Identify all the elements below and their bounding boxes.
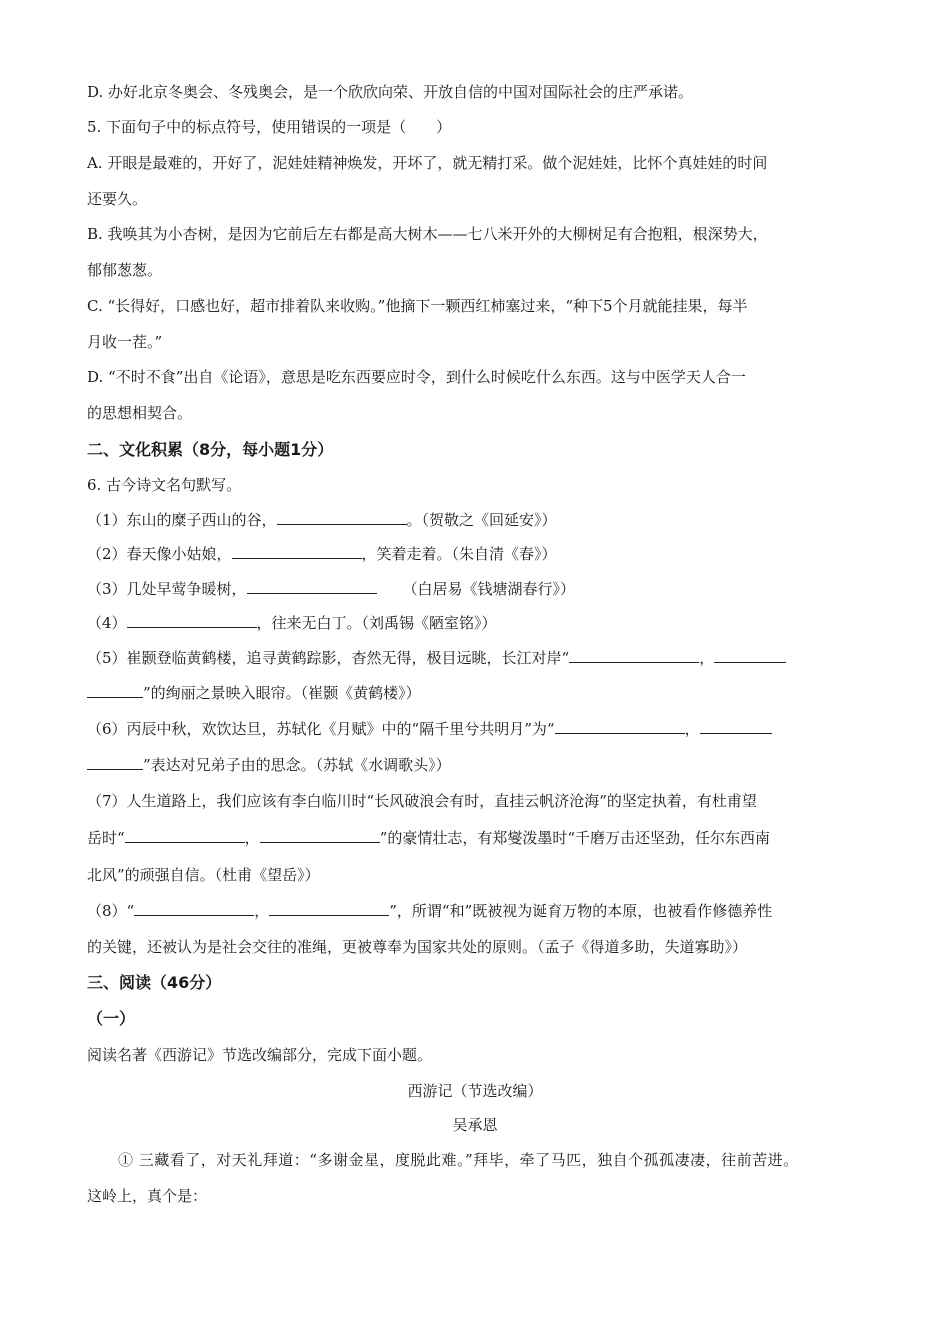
section-3-heading: 三、阅读（46分） (87, 973, 222, 992)
answer-blank[interactable] (127, 613, 257, 628)
answer-blank[interactable] (247, 579, 377, 594)
fill-item-1: （1）东山的糜子西山的谷， 。（贺敬之《回延安》） (87, 511, 557, 529)
passage-para-1-line2: 这岭上，真个是： (87, 1187, 208, 1205)
answer-blank[interactable] (87, 683, 143, 698)
passage-para-1-line1: ① 三藏看了，对天礼拜道：“多谢金星，度脱此难。”拜毕，牵了马匹，独自个孤孤凄凄，往前苦进。 (118, 1151, 799, 1169)
fill-item-2: （2）春天像小姑娘， ，笑着走着。（朱自清《春》） (87, 545, 557, 563)
fill-item-6-line2: ”表达对兄弟子由的思念。（苏轼《水调歌头》） (87, 755, 451, 775)
fill-item-5-line2: ”的绚丽之景映入眼帘。（崔颢《黄鹤楼》） (87, 683, 421, 703)
option-b-line1: B. 我唤其为小杏树，是因为它前后左右都是高大树木——七八米开外的大柳树足有合抱粗，根深势大， (87, 225, 768, 243)
answer-blank[interactable] (87, 755, 143, 770)
passage-author: 吴承恩 (452, 1116, 498, 1134)
fill-item-3: （3）几处早莺争暖树， （白居易《钱塘湖春行》） (87, 580, 576, 598)
option-a-line1: A. 开眼是最难的，开好了，泥娃娃精神焕发，开坏了，就无精打采。做个泥娃娃，比怀个真娃娃的时间 (87, 154, 768, 172)
fill-item-7-line3: 北风”的顽强自信。（杜甫《望岳》） (87, 866, 320, 884)
answer-blank[interactable] (714, 648, 786, 663)
subsection-1-heading: （一） (87, 1009, 136, 1028)
answer-blank[interactable] (555, 719, 685, 734)
fill-item-4: （4） ，往来无白丁。（刘禹锡《陋室铭》） (87, 614, 497, 632)
fill-item-8-line1: （8）“ ， ”，所谓“和”既被视为诞育万物的本原，也被看作修德养性 (87, 902, 773, 920)
option-c-line2: 月收一茬。” (87, 333, 163, 351)
answer-blank[interactable] (232, 544, 362, 559)
option-d-line1: D. “不时不食”出自《论语》，意思是吃东西要应时令，到什么时候吃什么东西。这与中医学天人合一 (87, 368, 746, 386)
answer-blank[interactable] (700, 719, 772, 734)
fill-item-7-line2: 岳时“ ， ”的豪情壮志，有郑燮泼墨时“千磨万击还坚劲，任尔东西南 (87, 829, 771, 847)
question-6: 6. 古今诗文名句默写。 (87, 476, 242, 494)
section-2-heading: 二、文化积累（8分，每小题1分） (87, 440, 334, 459)
option-b-line2: 郁郁葱葱。 (87, 261, 163, 279)
question-5: 5. 下面句子中的标点符号，使用错误的一项是（ ） (87, 118, 452, 136)
option-c-line1: C. “长得好，口感也好，超市排着队来收购。”他摘下一颗西红柿塞过来，“种下5个月就能挂果，每半 (87, 297, 748, 315)
answer-blank[interactable] (134, 901, 254, 916)
option-d-q4: D. 办好北京冬奥会、冬残奥会，是一个欣欣向荣、开放自信的中国对国际社会的庄严承诺。 (87, 83, 694, 101)
option-a-line2: 还要久。 (87, 190, 148, 208)
answer-blank[interactable] (269, 901, 389, 916)
fill-item-5-line1: （5）崔颢登临黄鹤楼，追寻黄鹤踪影，杳然无得，极目远眺，长江对岸“ ， (87, 648, 786, 668)
answer-blank[interactable] (125, 828, 245, 843)
answer-blank[interactable] (569, 648, 699, 663)
answer-blank[interactable] (260, 828, 380, 843)
passage-title: 西游记（节选改编） (407, 1082, 543, 1100)
fill-item-8-line2: 的关键，还被认为是社会交往的准绳，更被尊奉为国家共处的原则。（孟子《得道多助，失道寡助》） (87, 938, 748, 956)
reading-intro: 阅读名著《西游记》节选改编部分，完成下面小题。 (87, 1046, 433, 1064)
fill-item-7-line1: （7）人生道路上，我们应该有李白临川时“长风破浪会有时，直挂云帆济沧海”的坚定执着，有杜甫望 (87, 792, 757, 810)
option-d-line2: 的思想相契合。 (87, 404, 193, 422)
fill-item-6-line1: （6）丙辰中秋，欢饮达旦，苏轼化《月赋》中的“隔千里兮共明月”为“ ， (87, 719, 772, 739)
answer-blank[interactable] (277, 510, 407, 525)
